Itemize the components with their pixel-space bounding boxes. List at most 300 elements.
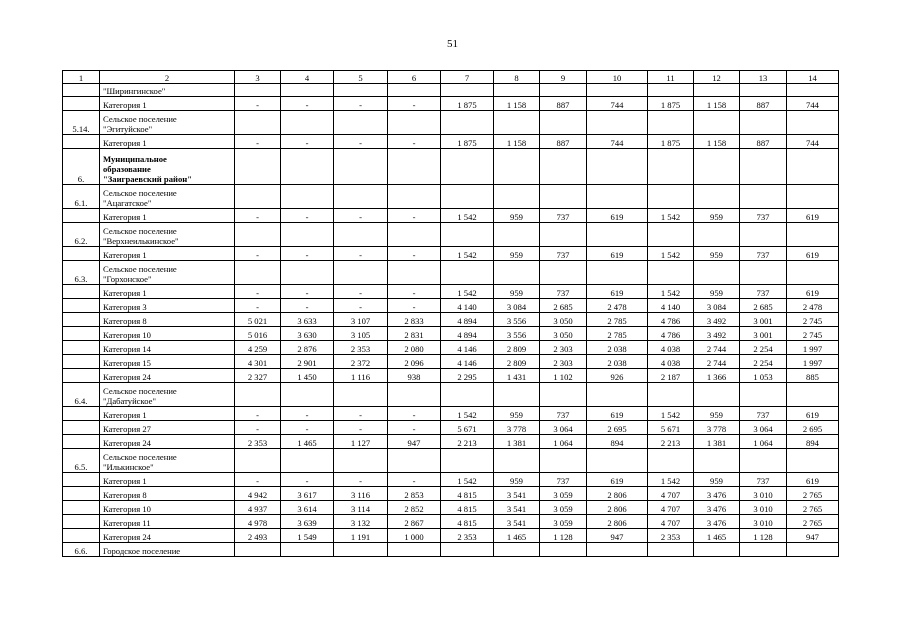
value-cell: 3 476 xyxy=(694,487,740,501)
value-cell: 737 xyxy=(540,407,587,421)
row-name-line: "Горхонское" xyxy=(103,274,152,284)
value-cell: 1 542 xyxy=(648,285,694,299)
value-cell xyxy=(388,223,441,247)
value-cell: 4 707 xyxy=(648,487,694,501)
table-row xyxy=(63,341,839,355)
header-cell: 9 xyxy=(540,71,587,84)
row-name xyxy=(100,185,235,209)
value-cell: 619 xyxy=(587,247,648,261)
row-index xyxy=(63,435,100,449)
value-cell: 1 053 xyxy=(740,369,787,383)
value-cell: 744 xyxy=(587,135,648,149)
value-cell xyxy=(740,111,787,135)
value-cell: 2 806 xyxy=(587,515,648,529)
value-cell: 3 010 xyxy=(740,501,787,515)
value-cell: - xyxy=(235,247,281,261)
value-cell xyxy=(540,449,587,473)
value-cell: 2 785 xyxy=(587,313,648,327)
row-name xyxy=(100,261,235,285)
value-cell xyxy=(235,261,281,285)
value-cell: - xyxy=(235,97,281,111)
value-cell: 2 038 xyxy=(587,355,648,369)
table-row xyxy=(63,383,839,407)
value-cell: 2 353 xyxy=(648,529,694,543)
header-cell: 4 xyxy=(281,71,334,84)
value-cell: - xyxy=(388,247,441,261)
row-name-line: Категория 1 xyxy=(103,250,147,260)
value-cell: 737 xyxy=(740,407,787,421)
header-cell: 8 xyxy=(494,71,540,84)
value-cell: 4 140 xyxy=(648,299,694,313)
table-row xyxy=(63,247,839,261)
value-cell: 1 542 xyxy=(648,407,694,421)
table-row xyxy=(63,223,839,247)
row-index: 6.4. xyxy=(63,383,100,407)
row-index: 6.3. xyxy=(63,261,100,285)
table-row xyxy=(63,299,839,313)
value-cell: 2 876 xyxy=(281,341,334,355)
value-cell: 2 080 xyxy=(388,341,441,355)
value-cell: 959 xyxy=(494,209,540,223)
value-cell: 2 867 xyxy=(388,515,441,529)
row-index xyxy=(63,209,100,223)
value-cell xyxy=(281,543,334,557)
value-cell xyxy=(540,111,587,135)
row-name-line: Сельское поселение xyxy=(103,452,177,462)
table-row xyxy=(63,449,839,473)
value-cell: 1 542 xyxy=(648,247,694,261)
table-row xyxy=(63,135,839,149)
row-name-line: "Верхнеилькинское" xyxy=(103,236,179,246)
value-cell: 2 785 xyxy=(587,327,648,341)
row-name-line: Категория 14 xyxy=(103,344,151,354)
value-cell xyxy=(235,111,281,135)
value-cell: 3 630 xyxy=(281,327,334,341)
value-cell: 1 158 xyxy=(694,97,740,111)
value-cell xyxy=(334,543,388,557)
value-cell xyxy=(441,543,494,557)
value-cell xyxy=(740,383,787,407)
value-cell: 2 901 xyxy=(281,355,334,369)
value-cell: 1 158 xyxy=(494,97,540,111)
value-cell xyxy=(388,84,441,97)
value-cell: 3 556 xyxy=(494,313,540,327)
value-cell xyxy=(540,223,587,247)
value-cell xyxy=(787,543,839,557)
value-cell: 619 xyxy=(787,247,839,261)
table-row xyxy=(63,473,839,487)
value-cell: 2 745 xyxy=(787,313,839,327)
header-cell: 13 xyxy=(740,71,787,84)
value-cell: 1 465 xyxy=(694,529,740,543)
value-cell: 1 875 xyxy=(648,135,694,149)
value-cell xyxy=(281,111,334,135)
row-index xyxy=(63,247,100,261)
value-cell xyxy=(235,149,281,185)
value-cell: 1 191 xyxy=(334,529,388,543)
row-name xyxy=(100,149,235,185)
table-row xyxy=(63,97,839,111)
row-name-line: Категория 1 xyxy=(103,476,147,486)
value-cell: 2 353 xyxy=(441,529,494,543)
value-cell: 4 815 xyxy=(441,501,494,515)
value-cell: 1 128 xyxy=(740,529,787,543)
value-cell xyxy=(235,449,281,473)
value-cell: 3 492 xyxy=(694,327,740,341)
table-row xyxy=(63,543,839,557)
row-index xyxy=(63,515,100,529)
row-name xyxy=(100,299,235,313)
value-cell: - xyxy=(388,209,441,223)
value-cell: 1 542 xyxy=(441,247,494,261)
value-cell xyxy=(235,185,281,209)
value-cell: 894 xyxy=(587,435,648,449)
value-cell: 2 372 xyxy=(334,355,388,369)
value-cell xyxy=(694,84,740,97)
value-cell xyxy=(334,449,388,473)
value-cell xyxy=(740,223,787,247)
row-index xyxy=(63,135,100,149)
row-name-line: Категория 1 xyxy=(103,288,147,298)
value-cell: 744 xyxy=(787,97,839,111)
row-name xyxy=(100,435,235,449)
value-cell: 1 158 xyxy=(494,135,540,149)
header-cell: 7 xyxy=(441,71,494,84)
value-cell: 1 542 xyxy=(441,473,494,487)
value-cell: - xyxy=(235,209,281,223)
value-cell xyxy=(441,223,494,247)
value-cell xyxy=(694,449,740,473)
value-cell: 4 140 xyxy=(441,299,494,313)
value-cell: 959 xyxy=(694,407,740,421)
row-index xyxy=(63,355,100,369)
value-cell: 1 542 xyxy=(648,209,694,223)
value-cell xyxy=(540,84,587,97)
value-cell: 3 059 xyxy=(540,487,587,501)
row-name-line: "Ширингинское" xyxy=(103,86,166,96)
value-cell: 3 541 xyxy=(494,501,540,515)
value-cell: 2 833 xyxy=(388,313,441,327)
value-cell xyxy=(694,261,740,285)
row-name-line: Категория 1 xyxy=(103,410,147,420)
value-cell xyxy=(388,261,441,285)
value-cell xyxy=(740,261,787,285)
row-name-line: Городское поселение xyxy=(103,546,181,556)
value-cell: - xyxy=(388,97,441,111)
value-cell xyxy=(494,383,540,407)
row-name xyxy=(100,473,235,487)
value-cell: 959 xyxy=(494,407,540,421)
value-cell xyxy=(740,149,787,185)
row-name-line: Категория 3 xyxy=(103,302,147,312)
value-cell: 5 021 xyxy=(235,313,281,327)
value-cell: 3 114 xyxy=(334,501,388,515)
value-cell: 4 038 xyxy=(648,355,694,369)
value-cell xyxy=(540,383,587,407)
value-cell xyxy=(787,449,839,473)
row-name xyxy=(100,383,235,407)
header-cell: 1 xyxy=(63,71,100,84)
row-name-line: Категория 1 xyxy=(103,100,147,110)
row-name-line: "Ацагатское" xyxy=(103,198,152,208)
row-index: 6.1. xyxy=(63,185,100,209)
value-cell xyxy=(740,185,787,209)
table-row xyxy=(63,355,839,369)
value-cell: 2 038 xyxy=(587,341,648,355)
value-cell: 4 038 xyxy=(648,341,694,355)
table-row xyxy=(63,261,839,285)
header-cell: 2 xyxy=(100,71,235,84)
value-cell: 3 778 xyxy=(694,421,740,435)
table-row xyxy=(63,487,839,501)
value-cell: - xyxy=(235,135,281,149)
row-index xyxy=(63,97,100,111)
value-cell: - xyxy=(281,407,334,421)
table-row xyxy=(63,313,839,327)
value-cell: 737 xyxy=(740,473,787,487)
row-index xyxy=(63,473,100,487)
value-cell: 3 476 xyxy=(694,501,740,515)
row-index: 6.6. xyxy=(63,543,100,557)
table-row xyxy=(63,149,839,185)
row-index xyxy=(63,285,100,299)
value-cell: 1 875 xyxy=(441,97,494,111)
value-cell: 4 978 xyxy=(235,515,281,529)
row-index xyxy=(63,421,100,435)
value-cell xyxy=(388,543,441,557)
value-cell: 619 xyxy=(787,473,839,487)
row-name xyxy=(100,515,235,529)
value-cell: 1 366 xyxy=(694,369,740,383)
value-cell: - xyxy=(334,135,388,149)
value-cell xyxy=(694,383,740,407)
value-cell xyxy=(787,185,839,209)
value-cell: 1 381 xyxy=(494,435,540,449)
value-cell: - xyxy=(334,97,388,111)
row-name xyxy=(100,421,235,435)
value-cell xyxy=(494,111,540,135)
value-cell: 737 xyxy=(540,209,587,223)
row-name-line: Категория 1 xyxy=(103,138,147,148)
row-index xyxy=(63,369,100,383)
value-cell xyxy=(540,261,587,285)
value-cell xyxy=(441,449,494,473)
value-cell: 2 303 xyxy=(540,341,587,355)
value-cell xyxy=(740,84,787,97)
row-name xyxy=(100,223,235,247)
value-cell: 2 096 xyxy=(388,355,441,369)
row-index xyxy=(63,529,100,543)
row-index xyxy=(63,313,100,327)
value-cell: 1 431 xyxy=(494,369,540,383)
value-cell: 3 084 xyxy=(694,299,740,313)
value-cell: 959 xyxy=(494,285,540,299)
value-cell xyxy=(494,84,540,97)
row-index xyxy=(63,407,100,421)
value-cell: 2 831 xyxy=(388,327,441,341)
value-cell: - xyxy=(281,285,334,299)
value-cell: 3 001 xyxy=(740,327,787,341)
value-cell: - xyxy=(281,421,334,435)
value-cell: 2 745 xyxy=(787,327,839,341)
value-cell: 3 050 xyxy=(540,327,587,341)
table-row xyxy=(63,529,839,543)
value-cell: 3 010 xyxy=(740,515,787,529)
value-cell xyxy=(587,543,648,557)
value-cell: 2 303 xyxy=(540,355,587,369)
value-cell: - xyxy=(334,407,388,421)
value-cell: 2 765 xyxy=(787,487,839,501)
value-cell xyxy=(281,149,334,185)
value-cell xyxy=(787,111,839,135)
value-cell xyxy=(587,84,648,97)
value-cell xyxy=(648,223,694,247)
value-cell xyxy=(388,149,441,185)
value-cell: 885 xyxy=(787,369,839,383)
value-cell xyxy=(494,185,540,209)
row-name-line: Категория 11 xyxy=(103,518,151,528)
value-cell: 2 852 xyxy=(388,501,441,515)
value-cell xyxy=(648,543,694,557)
value-cell xyxy=(441,185,494,209)
value-cell: 959 xyxy=(494,247,540,261)
value-cell xyxy=(334,261,388,285)
row-name-line: "Дабатуйское" xyxy=(103,396,156,406)
value-cell: 3 064 xyxy=(740,421,787,435)
value-cell: 887 xyxy=(740,97,787,111)
value-cell: 926 xyxy=(587,369,648,383)
row-index xyxy=(63,341,100,355)
value-cell xyxy=(388,111,441,135)
value-cell xyxy=(494,223,540,247)
value-cell: 2 254 xyxy=(740,341,787,355)
tariff-table xyxy=(62,70,839,557)
value-cell: 2 809 xyxy=(494,341,540,355)
value-cell: 1 450 xyxy=(281,369,334,383)
value-cell xyxy=(787,84,839,97)
row-index: 6. xyxy=(63,149,100,185)
row-name xyxy=(100,97,235,111)
row-name-line: "Заиграевский район" xyxy=(103,174,192,184)
value-cell: 1 542 xyxy=(441,209,494,223)
value-cell: 1 875 xyxy=(648,97,694,111)
value-cell: 3 116 xyxy=(334,487,388,501)
value-cell: 3 541 xyxy=(494,515,540,529)
value-cell: - xyxy=(281,135,334,149)
row-name-line: Категория 10 xyxy=(103,504,151,514)
table-row xyxy=(63,185,839,209)
value-cell: 887 xyxy=(540,97,587,111)
value-cell: 737 xyxy=(540,473,587,487)
row-name-line: Муниципальное xyxy=(103,154,167,164)
row-name xyxy=(100,407,235,421)
value-cell: 744 xyxy=(587,97,648,111)
value-cell: 2 685 xyxy=(540,299,587,313)
value-cell xyxy=(334,111,388,135)
value-cell: 2 478 xyxy=(587,299,648,313)
value-cell: - xyxy=(388,473,441,487)
row-name xyxy=(100,111,235,135)
row-name-line: Категория 15 xyxy=(103,358,151,368)
value-cell: - xyxy=(334,299,388,313)
row-name xyxy=(100,355,235,369)
value-cell: 1 116 xyxy=(334,369,388,383)
value-cell: 959 xyxy=(694,285,740,299)
row-name xyxy=(100,487,235,501)
row-name xyxy=(100,327,235,341)
value-cell: 3 050 xyxy=(540,313,587,327)
value-cell: 3 614 xyxy=(281,501,334,515)
value-cell: 2 765 xyxy=(787,515,839,529)
row-name xyxy=(100,543,235,557)
value-cell: 3 059 xyxy=(540,501,587,515)
value-cell xyxy=(540,543,587,557)
value-cell xyxy=(235,84,281,97)
value-cell xyxy=(648,449,694,473)
value-cell xyxy=(281,223,334,247)
value-cell: - xyxy=(235,299,281,313)
value-cell: 4 786 xyxy=(648,313,694,327)
value-cell: 4 894 xyxy=(441,327,494,341)
row-name-line: Сельское поселение xyxy=(103,264,177,274)
value-cell: 1 542 xyxy=(648,473,694,487)
value-cell xyxy=(587,185,648,209)
value-cell: - xyxy=(281,97,334,111)
value-cell xyxy=(235,383,281,407)
value-cell: 1 102 xyxy=(540,369,587,383)
value-cell: 1 158 xyxy=(694,135,740,149)
table-row xyxy=(63,84,839,97)
row-index xyxy=(63,487,100,501)
table-row xyxy=(63,369,839,383)
value-cell xyxy=(281,261,334,285)
value-cell: - xyxy=(281,473,334,487)
row-name xyxy=(100,209,235,223)
value-cell xyxy=(787,261,839,285)
value-cell: 1 064 xyxy=(740,435,787,449)
value-cell xyxy=(334,223,388,247)
value-cell: 3 107 xyxy=(334,313,388,327)
row-name-line: Категория 8 xyxy=(103,316,147,326)
row-name-line: Категория 27 xyxy=(103,424,151,434)
value-cell xyxy=(740,449,787,473)
value-cell: 1 997 xyxy=(787,355,839,369)
value-cell: 2 695 xyxy=(587,421,648,435)
value-cell: - xyxy=(334,421,388,435)
value-cell: 4 301 xyxy=(235,355,281,369)
value-cell xyxy=(648,383,694,407)
value-cell xyxy=(648,185,694,209)
header-cell: 10 xyxy=(587,71,648,84)
value-cell: - xyxy=(334,209,388,223)
value-cell: 744 xyxy=(787,135,839,149)
header-cell: 5 xyxy=(334,71,388,84)
page-number: 51 xyxy=(447,38,458,50)
row-name-line: "Илькинское" xyxy=(103,462,154,472)
row-name xyxy=(100,501,235,515)
value-cell: 894 xyxy=(787,435,839,449)
value-cell xyxy=(787,383,839,407)
value-cell: 2 744 xyxy=(694,341,740,355)
row-name xyxy=(100,84,235,97)
value-cell xyxy=(441,383,494,407)
value-cell: 2 853 xyxy=(388,487,441,501)
value-cell xyxy=(441,261,494,285)
row-name-line: Категория 24 xyxy=(103,532,151,542)
value-cell: 3 639 xyxy=(281,515,334,529)
value-cell: 737 xyxy=(740,247,787,261)
value-cell: 4 815 xyxy=(441,487,494,501)
